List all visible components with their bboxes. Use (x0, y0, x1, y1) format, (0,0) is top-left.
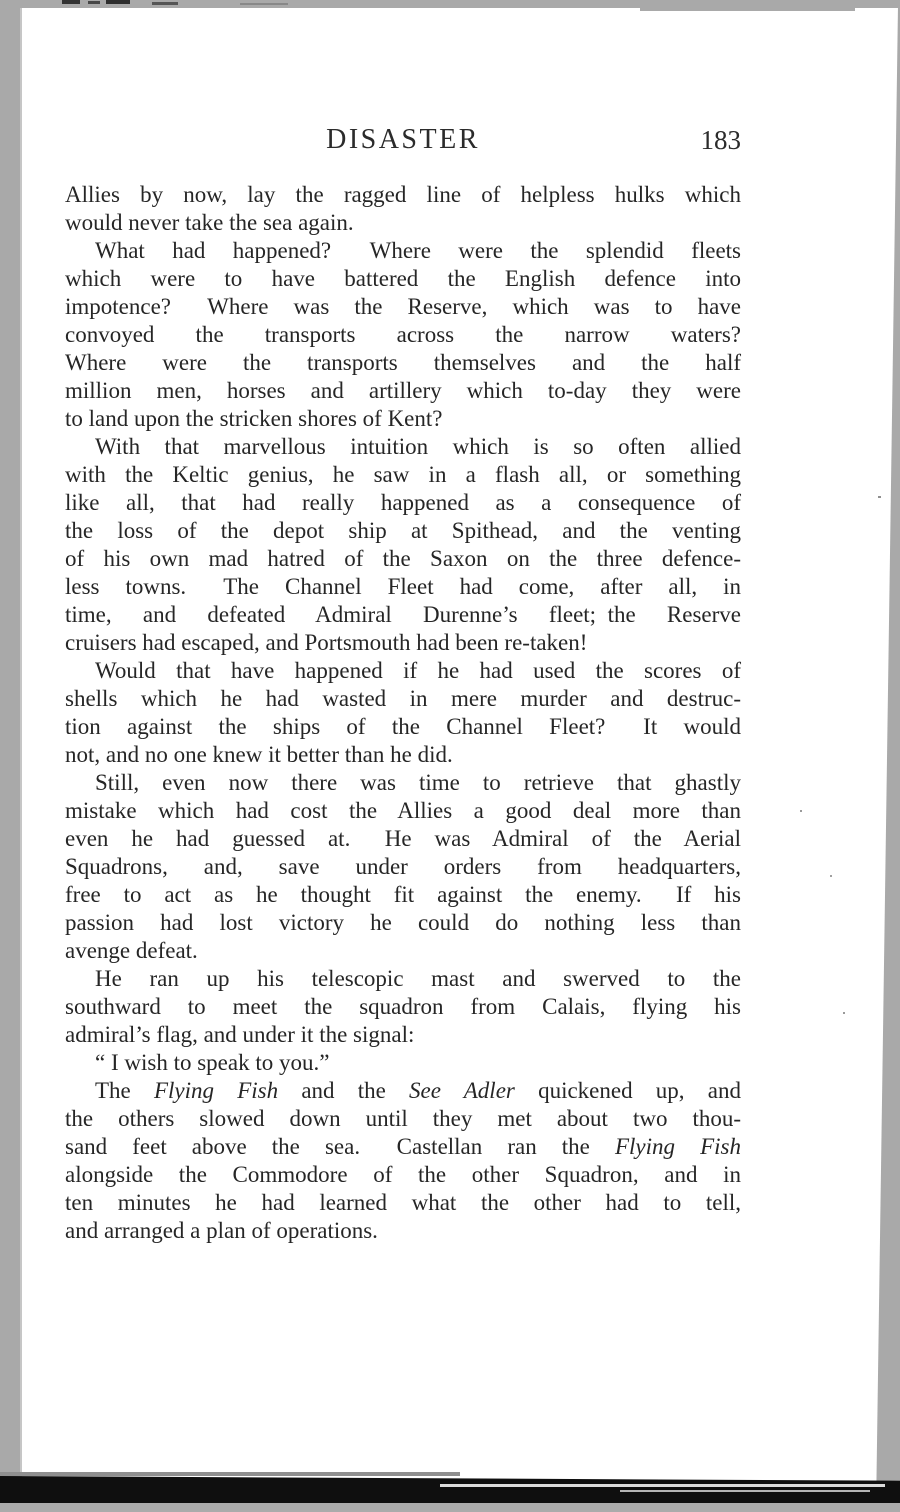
text-line: even he had guessed at. He was Admiral of the Aerial (65, 826, 741, 851)
text-line: sand feet above the sea. Castellan ran the Flying Fish (65, 1134, 741, 1159)
text-line: would never take the sea again. (65, 210, 354, 235)
text-line: to land upon the stricken shores of Kent? (65, 406, 443, 431)
scan-speck (800, 810, 802, 812)
paragraph (65, 1077, 741, 1245)
scan-speck (843, 1012, 845, 1014)
page-body (65, 181, 741, 1245)
text-line: with the Keltic genius, he saw in a flash all, or something (65, 462, 741, 487)
scan-speck (878, 496, 881, 498)
scan-streak (620, 1490, 870, 1492)
text-line: alongside the Commodore of the other Squadron, and in (65, 1162, 741, 1187)
text-line: shells which he had wasted in mere murder and destruc- (65, 686, 741, 711)
text-line: cruisers had escaped, and Portsmouth had been re-taken! (65, 630, 588, 655)
text-line: convoyed the transports across the narrow waters? (65, 322, 741, 347)
text-line: ten minutes he had learned what the other had to tell, (65, 1190, 741, 1215)
text-line: With that marvellous intuition which is so often allied (95, 434, 741, 459)
scan-edge-right (876, 0, 900, 1512)
text-line: passion had lost victory he could do nothing less than (65, 910, 741, 935)
scan-bottom-strip (0, 1503, 900, 1512)
scan-edge-top-notch (640, 8, 855, 11)
text-line: Squadrons, and, save under orders from headquarters, (65, 854, 741, 879)
text-line: He ran up his telescopic mast and swerved to the (95, 966, 741, 991)
paragraph (65, 1049, 741, 1077)
scan-dash (152, 2, 178, 5)
text-line: and arranged a plan of operations. (65, 1218, 378, 1243)
scan-dash (106, 0, 130, 4)
text-line: Would that have happened if he had used the scores of (95, 658, 741, 683)
scan-edge-top (0, 0, 900, 8)
text-line: “ I wish to speak to you.” (95, 1050, 330, 1075)
scan-edge-left (0, 0, 20, 1512)
scan-speck (830, 875, 832, 877)
scan-dash (240, 3, 288, 5)
scan-streak (440, 1484, 885, 1487)
text-line: the loss of the depot ship at Spithead, and the venting (65, 518, 741, 543)
scan-edge-left-line (20, 0, 22, 1512)
text-line: impotence? Where was the Reserve, which was to have (65, 294, 741, 319)
paragraph (65, 237, 741, 433)
text-line: Where were the transports themselves and the half (65, 350, 741, 375)
paragraph (65, 965, 741, 1049)
running-head (65, 124, 741, 158)
text-line: which were to have battered the English defence into (65, 266, 741, 291)
text-line: time, and defeated Admiral Durenne’s fleet; the Reserve (65, 602, 741, 627)
text-line: free to act as he thought fit against the enemy. If his (65, 882, 741, 907)
page-number: 183 (700, 125, 741, 155)
text-line: tion against the ships of the Channel Fleet? It would (65, 714, 741, 739)
text-line: What had happened? Where were the splendid fleets (95, 238, 741, 263)
scan-dash (88, 1, 100, 4)
text-line: not, and no one knew it better than he did. (65, 742, 453, 767)
page-title: DISASTER (326, 124, 480, 155)
text-line: the others slowed down until they met about two thou- (65, 1106, 741, 1131)
paragraph (65, 181, 741, 237)
text-line: of his own mad hatred of the Saxon on the three defence- (65, 546, 741, 571)
text-line: mistake which had cost the Allies a good deal more than (65, 798, 741, 823)
text-line: less towns. The Channel Fleet had come, after all, in (65, 574, 741, 599)
text-line: Allies by now, lay the ragged line of helpless hulks which (65, 182, 741, 207)
text-line: like all, that had really happened as a consequence of (65, 490, 741, 515)
paragraph (65, 769, 741, 965)
text-line: southward to meet the squadron from Calais, flying his (65, 994, 741, 1019)
text-line: avenge defeat. (65, 938, 198, 963)
text-line: The Flying Fish and the See Adler quickened up, and (95, 1078, 741, 1103)
paragraph (65, 657, 741, 769)
scan-dash (62, 0, 80, 4)
text-line: million men, horses and artillery which to-day they were (65, 378, 741, 403)
text-line: Still, even now there was time to retrieve that ghastly (95, 770, 741, 795)
paragraph (65, 433, 741, 657)
text-line: admiral’s flag, and under it the signal: (65, 1022, 415, 1047)
